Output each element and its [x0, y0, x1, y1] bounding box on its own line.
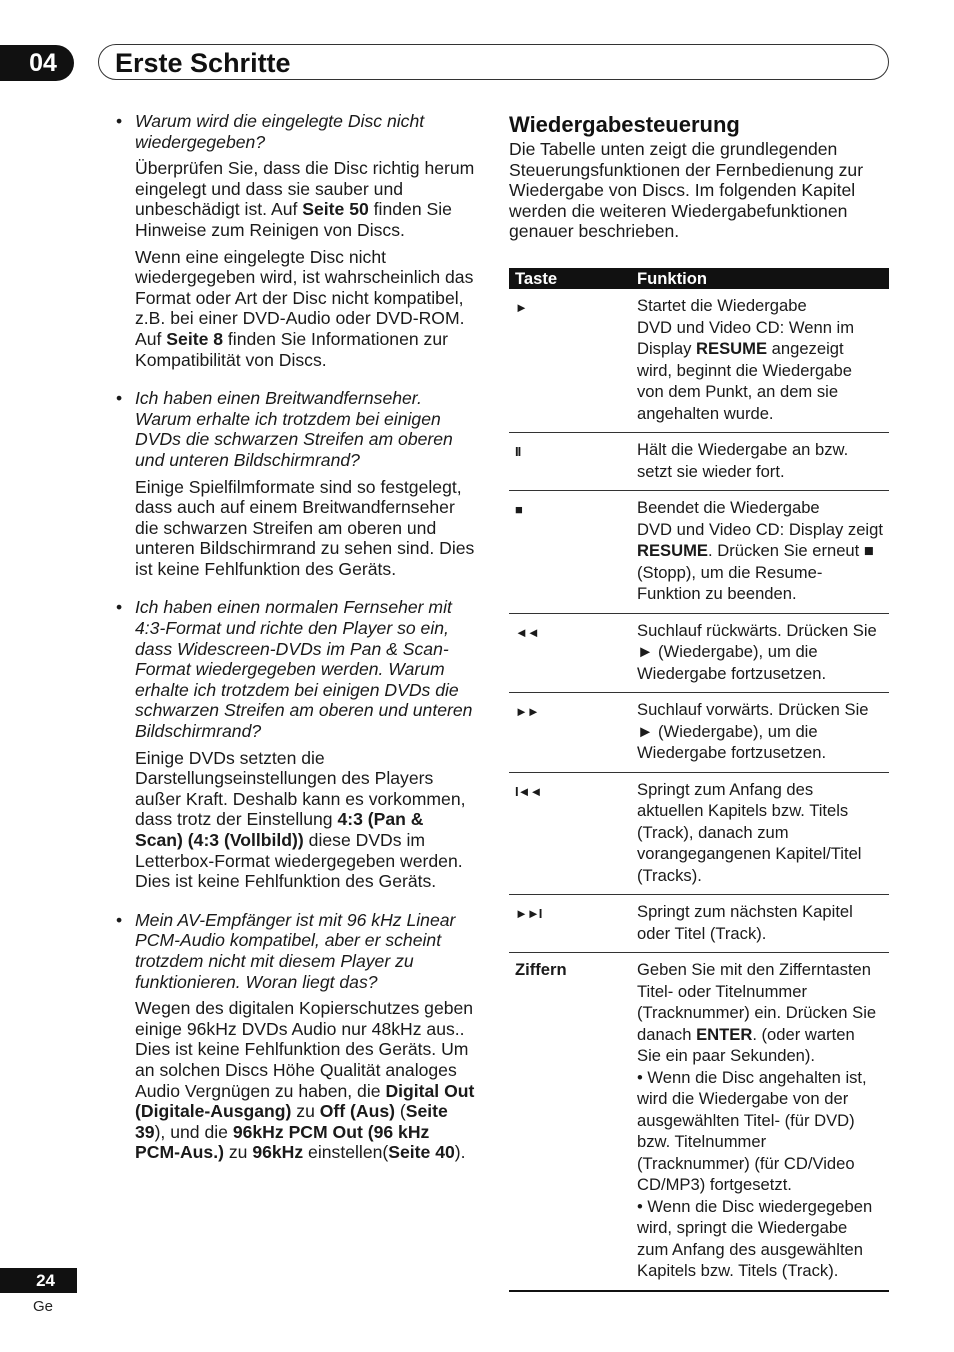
rewind-icon: ◄◄ — [515, 624, 539, 640]
setting-name: 4:3 (Pan & Scan) (4:3 (Vollbild)) — [135, 809, 424, 850]
table-row: ►► Suchlauf vorwärts. Drücken Sie ► (Wiedergabe), um die Wiedergabe fortzusetzen. — [509, 693, 889, 773]
faq-item — [116, 111, 476, 370]
faq-item — [116, 910, 476, 1163]
col-header-function: Funktion — [631, 268, 889, 289]
page-ref: Seite 50 — [302, 199, 369, 220]
faq-item — [116, 388, 476, 579]
faq-item — [116, 597, 476, 891]
faq-question: Ich haben einen Breitwandfernseher. Warum erhalte ich trotzdem bei einigen DVDs die schwarzen Streifen am oberen und unteren Bildschirmrand? — [135, 388, 453, 470]
table-row: ■ Beendet die Wiedergabe DVD und Video CD: Display zeigt RESUME. Drücken Sie erneut ■ (Stopp), um die Resume-Funktion zu beenden. — [509, 491, 889, 614]
page-ref: Seite 8 — [166, 328, 224, 349]
playback-section — [509, 112, 889, 242]
chapter-title-box — [98, 44, 889, 80]
chapter-title: Erste Schritte — [115, 48, 291, 78]
bullet: • — [116, 909, 123, 930]
bullet: • — [116, 111, 123, 131]
table-row: ◄◄ Suchlauf rückwärts. Drücken Sie ► (Wiedergabe), um die Wiedergabe fortzusetzen. — [509, 613, 889, 693]
page-number: 24 — [0, 1268, 77, 1293]
bullet: • — [116, 597, 123, 618]
faq-answer: Wegen des digitalen Kopierschutzes geben einige 96kHz DVDs Audio nur 48kHz aus.. Dies ist keine Fehlfunktion des Geräts. Um an solchen Discs Höhe Qualität analoges Audio Vergnügen zu haben, die Digital Out (Digitale-Ausgang) zu Off (Aus) (Seite 39), und die 96kHz PCM Out (96 kHz PCM-Aus.) zu 96kHz einstellen(Seite 40). — [135, 998, 475, 1163]
stop-icon: ■ — [515, 502, 522, 517]
language-code: Ge — [33, 1298, 54, 1315]
faq-column — [116, 111, 476, 1181]
digits-key: Ziffern — [509, 953, 631, 1291]
table-row: II Hält die Wiedergabe an bzw. setzt sie wieder fort. — [509, 433, 889, 491]
chapter-number: 04 — [0, 45, 74, 81]
table-row: ►►I Springt zum nächsten Kapitel oder Titel (Track). — [509, 895, 889, 953]
faq-answer: Einige Spielfilmformate sind so festgelegt, dass auch auf einem Breitwandfernseher die schwarzen Streifen am oberen und unteren Bildschirmrand zu sehen sind. Dies ist keine Fehlfunktion des Geräts. — [135, 476, 475, 579]
faq-question: Ich haben einen normalen Fernseher mit 4:3-Format und richte den Player so ein, dass Widescreen-DVDs im Pan & Scan-Format wiedergegeben werden. Warum erhalte ich trotzdem bei einigen DVDs die schwarzen Streifen am oberen und unteren Bildschirmrand? — [135, 597, 473, 742]
previous-icon: I◄◄ — [515, 783, 542, 799]
pause-icon: II — [515, 444, 521, 459]
section-heading: Wiedergabesteuerung — [509, 112, 740, 137]
faq-question: Mein AV-Empfänger ist mit 96 kHz Linear PCM-Audio kompatibel, aber er scheint trotzdem nicht mit diesem Player zu funktionieren. Woran liegt das? — [135, 909, 456, 992]
fast-forward-icon: ►► — [515, 704, 539, 719]
col-header-key: Taste — [509, 268, 631, 289]
controls-table — [509, 268, 889, 1292]
bullet: • — [116, 388, 123, 409]
faq-answer: Wenn eine eingelegte Disc nicht wiedergegeben wird, ist wahrscheinlich das Format oder Art der Disc nicht kompatibel, z.B. bei einer DVD-Audio oder DVD-ROM. Auf Seite 8 finden Sie Informationen zur Kompatibilität von Discs. — [135, 246, 474, 370]
play-icon: ► — [515, 300, 527, 315]
section-intro: Die Tabelle unten zeigt die grundlegenden Steuerungsfunktionen der Fernbedienung zur Wiedergabe von Discs. Im folgenden Kapitel werden die weiteren Wiedergabefunktionen genauer beschrieben. — [509, 139, 864, 242]
faq-question: Warum wird die eingelegte Disc nicht wiedergegeben? — [135, 111, 425, 152]
faq-answer: Überprüfen Sie, dass die Disc richtig herum eingelegt und dass sie sauber und unbeschädigt ist. Auf Seite 50 finden Sie Hinweise zum Reinigen von Discs. — [135, 158, 475, 240]
table-row: Ziffern Geben Sie mit den Zifferntasten Titel- oder Titelnummer (Tracknummer) ein. Drücken Sie danach ENTER. (oder warten Sie ein paar Sekunden). • Wenn die Disc angehalten ist, wird die Wiedergabe von der ausgewählten Titel- (für DVD) bzw. Titelnummer (Tracknummer) (für CD/Video CD/MP3) fortgesetzt. • Wenn die Disc wiedergegeben wird, springt die Wiedergabe zum Anfang des ausgewählten Kapitels bzw. Titels (Track). — [509, 953, 889, 1291]
faq-answer: Einige DVDs setzten die Darstellungseinstellungen des Players außer Kraft. Deshalb kann es vorkommen, dass trotz der Einstellung 4:3 (Pan & Scan) (4:3 (Vollbild)) diese DVDs im Letterbox-Format wiedergegeben werden. Dies ist keine Fehlfunktion des Geräts. — [135, 747, 466, 892]
table-row: I◄◄ Springt zum Anfang des aktuellen Kapitels bzw. Titels (Track), danach zum vorangegangenen Kapitel/Titel (Tracks). — [509, 772, 889, 895]
table-row: ► Startet die Wiedergabe DVD und Video CD: Wenn im Display RESUME angezeigt wird, beginnt die Wiedergabe von dem Punkt, an dem sie angehalten wurde. — [509, 289, 889, 433]
next-icon: ►►I — [515, 906, 542, 921]
